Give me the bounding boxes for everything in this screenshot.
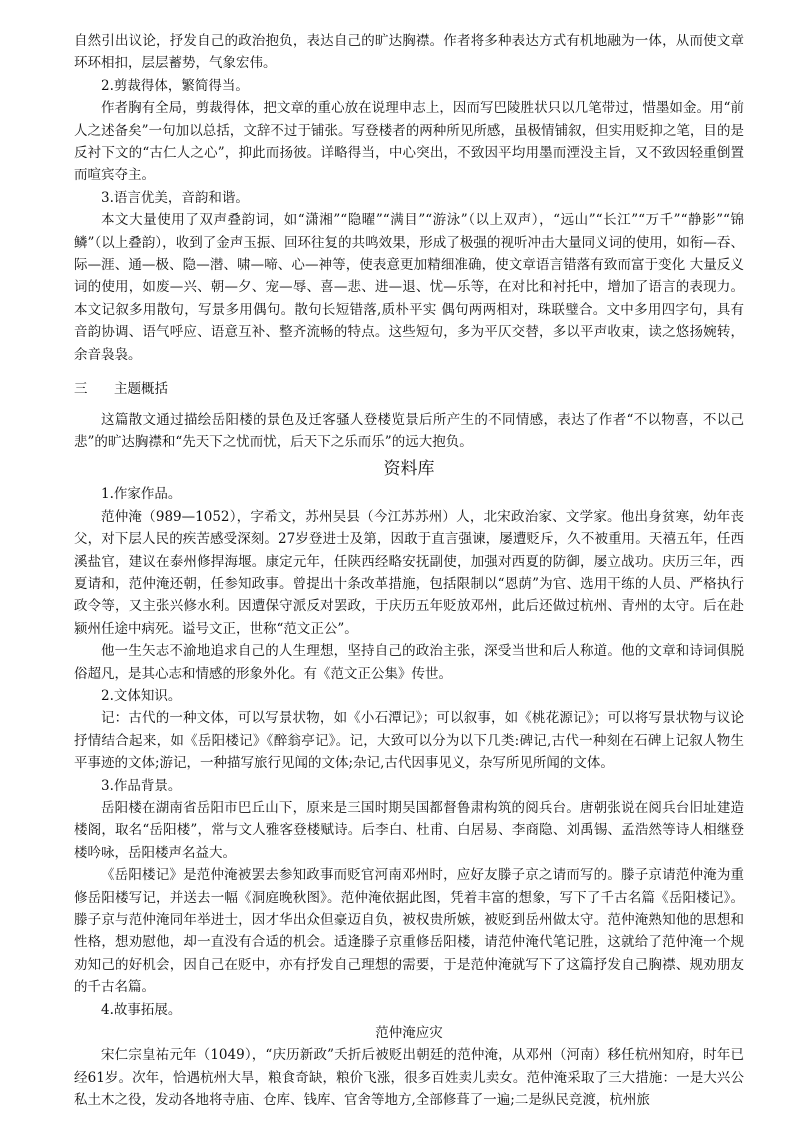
paragraph-theme: 这篇散文通过描绘岳阳楼的景色及迁客骚人登楼览景后所产生的不同情感，表达了作者“不以物喜，不以己悲”的旷达胸襟和“先天下之忧而忧，后天下之乐而乐”的远大抱负。 (74, 411, 744, 450)
paragraph-tower-history: 岳阳楼在湖南省岳阳市巴丘山下，原来是三国时期吴国都督鲁肃构筑的阅兵台。唐朝张说在阅兵台旧址建造楼阁，取名“岳阳楼”，常与文人雅客登楼赋诗。后李白、杜甫、白居易、李商隐、刘禹锡、孟浩然等诗人相继登楼吟咏，岳阳楼声名益大。 (74, 800, 744, 861)
subheading-language: 3.语言优美，音韵和谐。 (101, 189, 249, 206)
subheading-story: 4.故事拓展。 (101, 1001, 182, 1018)
section-heading-theme (74, 378, 744, 400)
section-number: 三 (74, 381, 88, 398)
paragraph-language: 本文大量使用了双声叠韵词，如“潇湘”“隐曜”“满目”“游泳”（以上双声），“远山”“长江”“万千”“静影”“锦鳞”（以上叠韵），收到了金声玉振、回环往复的共鸣效果，形成了极强的视听冲击大量同义词的使用，如衔—吞、际—涯、通—极、隐—潜、啸—啼、心—神等，使表意更加精细准确，使文章语言错落有致而富于变化 大量反义词的使用，如废—兴、朝—夕、宠—辱、喜—悲、进—退、忧—乐等，在对比和衬托中，增加了语言的表现力。本文记叙多用散句，写景多用偶句。散句长短错落,质朴平实 偶句两两相对，珠联璧合。文中多用四字句，具有音韵协调、语气呼应、语意互补、整齐流畅的特点。这些短句，多为平仄交替，多以平声收束，读之悠扬婉转，余音袅袅。 (74, 212, 744, 363)
subheading-background: 3.作品背景。 (101, 777, 182, 794)
paragraph-story: 宋仁宗皇祐元年（1049），“庆历新政”夭折后被贬出朝廷的范仲淹，从邓州（河南）移任杭州知府，时年已经61岁。次年，恰遇杭州大旱，粮食奇缺，粮价飞涨，很多百姓卖儿卖女。范仲淹采取了三大措施：一是大兴公私土木之役，发动各地将寺庙、仓库、钱库、官舍等地方,全部修葺了一遍;二是纵民竞渡，杭州旅 (74, 1047, 744, 1109)
paragraph-author-bio: 范仲淹（989—1052），字希文，苏州吴县（今江苏苏州）人，北宋政治家、文学家。他出身贫寒，幼年丧父，对下层人民的疾苦感受深刻。27岁登进士及第，因敢于直言强谏，屡遭贬斥，久不被重用。天禧五年，任西溪盐官，建议在泰州修捍海堰。康定元年，任陕西经略安抚副使，加强对西夏的防御，屡立战功。庆历三年，西夏请和，范仲淹还朝，任参知政事。曾提出十条改革措施，包括限制以“恩荫”为官、选用干练的人员、严格执行政令等，又主张兴修水利。因遭保守派反对罢政，于庆历五年贬放邓州，此后还做过杭州、青州的太守。后在赴颍州任途中病死。谥号文正，世称“范文正公”。 (74, 508, 744, 637)
paragraph-tailoring: 作者胸有全局，剪裁得体，把文章的重心放在说理申志上，因而写巴陵胜状只以几笔带过，惜墨如金。用“前人之述备矣”一句加以总括，文辞不过于铺张。写登楼者的两种所见所感，虽极情铺叙，但实用贬抑之笔，目的是反衬下文的“古仁人之心”，抑此而扬彼。详略得当，中心突出，不致因平均用墨而湮没主旨，又不致因轻重倒置而喧宾夺主。 (74, 100, 744, 184)
subheading-tailoring: 2.剪裁得体，繁简得当。 (101, 77, 249, 94)
subheading-author-works: 1.作家作品。 (101, 486, 182, 503)
document-page (74, 30, 744, 1112)
paragraph-continuation: 自然引出议论，抒发自己的政治抱负，表达自己的旷达胸襟。作者将多种表达方式有机地融为一体，从而使文章环环相扣，层层蓄势，气象宏伟。 (74, 33, 744, 72)
paragraph-author-ideals: 他一生矢志不渝地追求自己的人生理想，坚持自己的政治主张，深受当世和后人称道。他的文章和诗词俱脱俗超凡，是其心志和情感的形象外化。有《范文正公集》传世。 (74, 643, 744, 682)
library-title: 资料库 (383, 459, 435, 480)
subheading-genre: 2.文体知识。 (101, 687, 182, 704)
story-title: 范仲淹应灾 (375, 1025, 443, 1042)
paragraph-writing-background: 《岳阳楼记》是范仲淹被罢去参知政事而贬官河南邓州时，应好友滕子京之请而写的。滕子京请范仲淹为重修岳阳楼写记，并送去一幅《洞庭晚秋图》。范仲淹依据此图，凭着丰富的想象，写下了千古名篇《岳阳楼记》。滕子京与范仲淹同年举进士，因才华出众但豪迈自负，被权贵所嫉，被贬到岳州做太守。范仲淹熟知他的思想和性格，想劝慰他，却一直没有合适的机会。适逢滕子京重修岳阳楼，请范仲淹代笔记胜，这就给了范仲淹一个规劝知己的好机会，因自己在贬中，亦有抒发自己理想的需要，于是范仲淹就写下了这篇抒发自己胸襟、规劝朋友的千古名篇。 (74, 867, 744, 996)
section-heading-text: 主题概括 (114, 381, 168, 398)
paragraph-genre: 记：古代的一种文体，可以写景状物，如《小石潭记》；可以叙事，如《桃花源记》；可以将写景状物与议论抒情结合起来，如《岳阳楼记》《醉翁亭记》。记，大致可以分为以下几类:碑记,古代一种刻在石碑上记叙人物生平事迹的文体;游记，一种描写旅行见闻的文体;杂记,古代因事见义，杂写所见所闻的文体。 (74, 710, 744, 772)
